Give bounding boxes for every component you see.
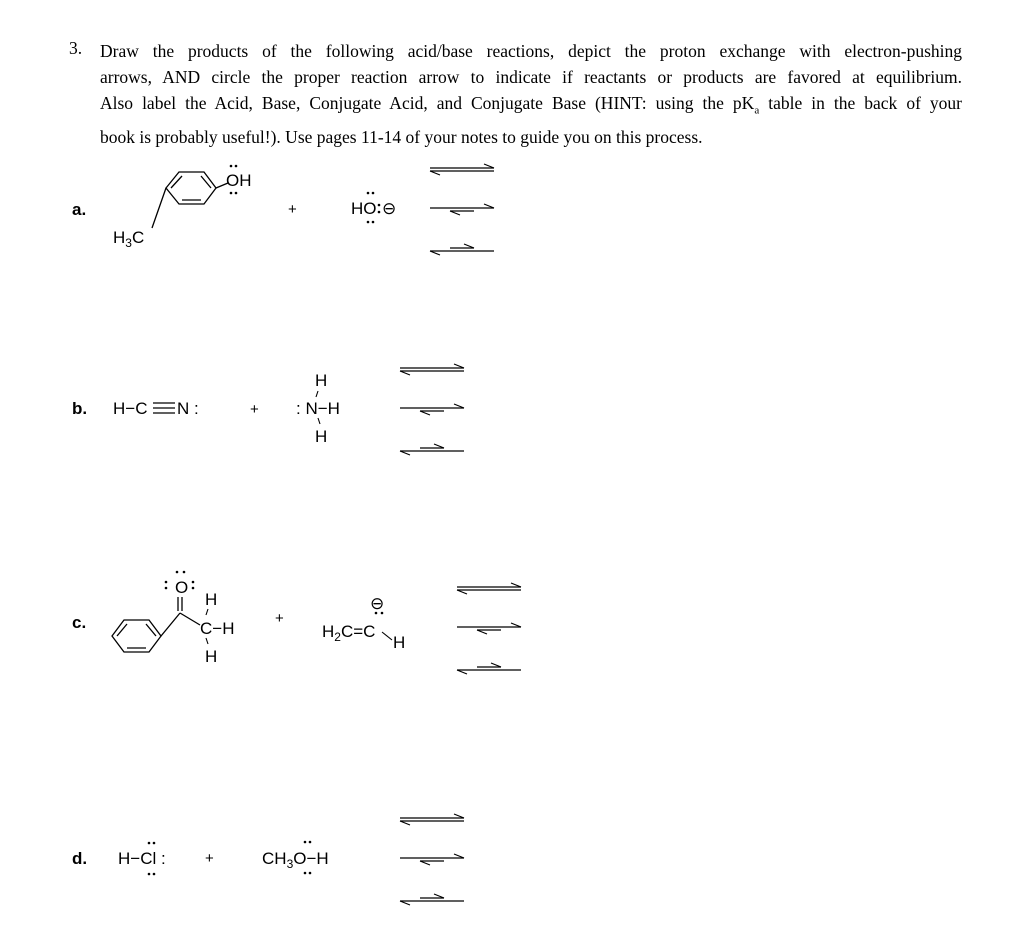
reaction-c-ch: C−H [200,619,235,638]
question-number: 3. [69,38,83,58]
reaction-c-enolate: $H_2C=C$ [322,622,376,644]
reaction-b-triple-bond [153,403,175,413]
reaction-a-benzene-ring [152,172,228,228]
reaction-b-bottom-h: H [315,427,328,446]
question-line-3a: Also label the Acid, Base, Conjugate Acid, and Conjugate Base (HINT: using the pK [100,93,755,113]
reaction-b-letter: b. [72,399,88,418]
reaction-c-negative-charge: ⊖ [370,594,385,613]
reaction-d-hcl: H−Cl : [118,849,166,868]
reaction-c-equilibrium-arrows[interactable] [457,583,521,674]
reaction-a-letter: a. [72,200,87,219]
reaction-a-ch3: $H_3C$ [113,228,145,250]
reaction-b-ammonia: : N−H [296,399,340,418]
reaction-d-plus: + [205,850,214,867]
question-line-3b: table in the back of your [768,93,962,113]
question-line-2: arrows, AND circle the proper reaction arrow to indicate if reactants or products are favored at equilibrium. [100,67,962,87]
reaction-c-top-h: H [205,590,218,609]
reaction-b-plus: + [250,401,259,418]
reaction-c-plus: + [275,610,284,627]
reaction-d-equilibrium-arrows[interactable] [400,814,464,905]
reaction-a-plus: + [288,201,297,218]
pka-subscript: a [754,104,760,117]
reaction-b-top-h: H [315,371,328,390]
reaction-a-equilibrium-arrows[interactable] [430,164,494,255]
reaction-a-hydroxide: HO [351,199,377,218]
reaction-c-letter: c. [72,613,87,632]
reaction-a-negative-charge: ⊖ [382,199,397,218]
reaction-c-bottom-h: H [205,647,218,666]
reaction-b-equilibrium-arrows[interactable] [400,364,464,455]
reaction-c-benzene-ring [112,597,200,652]
reaction-b-hc: H−C [113,399,148,418]
reaction-c-carbonyl-o: O [175,578,189,597]
reaction-c-end-h: H [393,633,406,652]
question-line-4: book is probably useful!). Use pages 11-14 of your notes to guide you on this process. [100,126,703,147]
reaction-b-n: N : [177,399,199,418]
reaction-d-methanol: $CH_3O-H$ [262,849,329,871]
reaction-d-letter: d. [72,849,88,868]
reaction-a-oh: OH [226,171,252,190]
question-line-1: Draw the products of the following acid/base reactions, depict the proton exchange with electron-pushing [100,41,962,61]
